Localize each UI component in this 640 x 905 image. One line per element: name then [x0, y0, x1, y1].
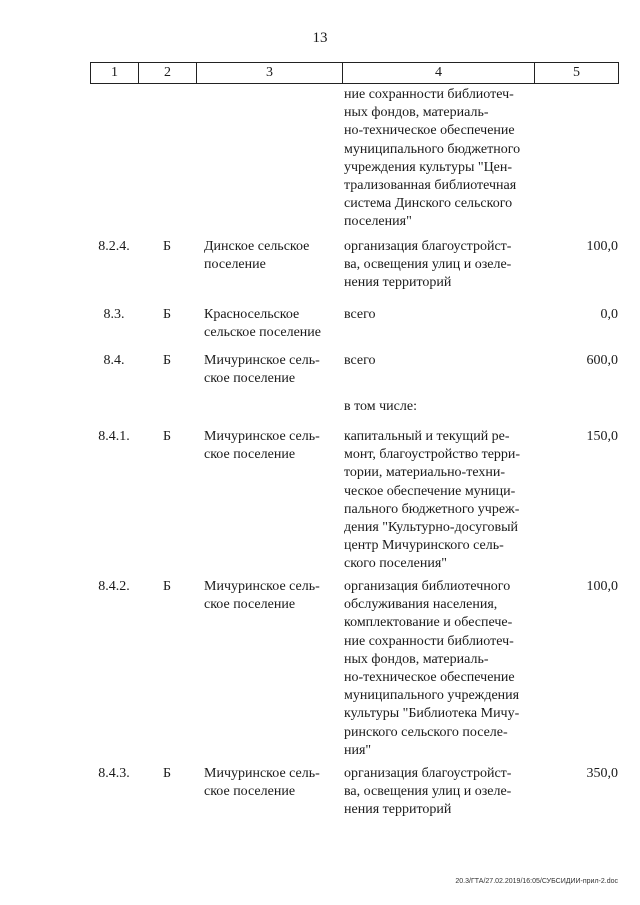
- table-row: [90, 238, 618, 306]
- table-row: [90, 578, 618, 765]
- table-row: [90, 306, 618, 352]
- row-purpose: капитальный и текущий ре- монт, благоустройство терри- тории, материально-техни- ческое обеспечение муници- пального бюджетного учреж- дения "Культурно-досуговый центр Мичуринского сель- ского поселения": [344, 429, 521, 572]
- row-settlement: Красносельское сельское поселение: [204, 307, 321, 341]
- row-number: 8.4.: [103, 353, 125, 368]
- row-amount: 150,0: [586, 429, 618, 444]
- row-settlement: Мичуринское сель- ское поселение: [204, 353, 320, 387]
- row-number: 8.4.2.: [98, 579, 130, 594]
- table-row-continuation: [90, 86, 618, 238]
- row-purpose: в том числе:: [344, 399, 417, 414]
- continuation-text: ние сохранности библиотеч- ных фондов, материаль- но-техническое обеспечение муниципального бюджетного учреждения культуры "Цен- трализованная библиотечная система Динского сельского поселения": [344, 87, 521, 230]
- row-settlement: Динское сельское поселение: [204, 239, 310, 273]
- row-amount: 350,0: [586, 766, 618, 781]
- row-purpose: организация библиотечного обслуживания населения, комплектование и обеспече- ние сохранности библиотеч- ных фондов, материаль- но-техническое обеспечение муниципального учреждения культуры "Библиотека Мичу- ринского сельского поселе- ния": [344, 579, 520, 758]
- table-row: [90, 352, 618, 398]
- table-row: [90, 398, 618, 428]
- row-number: 8.2.4.: [98, 239, 130, 254]
- row-type: Б: [162, 429, 172, 444]
- row-purpose: всего: [344, 307, 376, 322]
- column-header-3: 3: [197, 63, 343, 84]
- row-type: Б: [162, 766, 172, 781]
- column-header-2: 2: [139, 63, 197, 84]
- table-row: [90, 765, 618, 825]
- row-settlement: Мичуринское сель- ское поселение: [204, 429, 320, 463]
- row-amount: 0,0: [600, 307, 618, 322]
- table-body: [90, 86, 618, 825]
- column-header-4: 4: [343, 63, 535, 84]
- column-header-row: [90, 62, 619, 84]
- table-row: [90, 428, 618, 578]
- document-footer: 20.3/ГТА/27.02.2019/16:05/СУБСИДИИ-прил-2.doc: [455, 878, 618, 885]
- row-settlement: Мичуринское сель- ское поселение: [204, 579, 320, 613]
- row-amount: 600,0: [586, 353, 618, 368]
- column-header-5: 5: [535, 63, 619, 84]
- page-number: 13: [312, 30, 328, 46]
- row-amount: 100,0: [586, 579, 618, 594]
- row-type: Б: [162, 239, 172, 254]
- row-number: 8.3.: [103, 307, 125, 322]
- row-purpose: организация благоустройст- ва, освещения улиц и озеле- нения территорий: [344, 766, 512, 818]
- row-type: Б: [162, 579, 172, 594]
- row-settlement: Мичуринское сель- ское поселение: [204, 766, 320, 800]
- row-number: 8.4.1.: [98, 429, 130, 444]
- row-type: Б: [162, 307, 172, 322]
- row-number: 8.4.3.: [98, 766, 130, 781]
- row-purpose: организация благоустройст- ва, освещения улиц и озеле- нения территорий: [344, 239, 512, 291]
- row-purpose: всего: [344, 353, 376, 368]
- row-amount: 100,0: [586, 239, 618, 254]
- row-type: Б: [162, 353, 172, 368]
- column-header-1: 1: [91, 63, 139, 84]
